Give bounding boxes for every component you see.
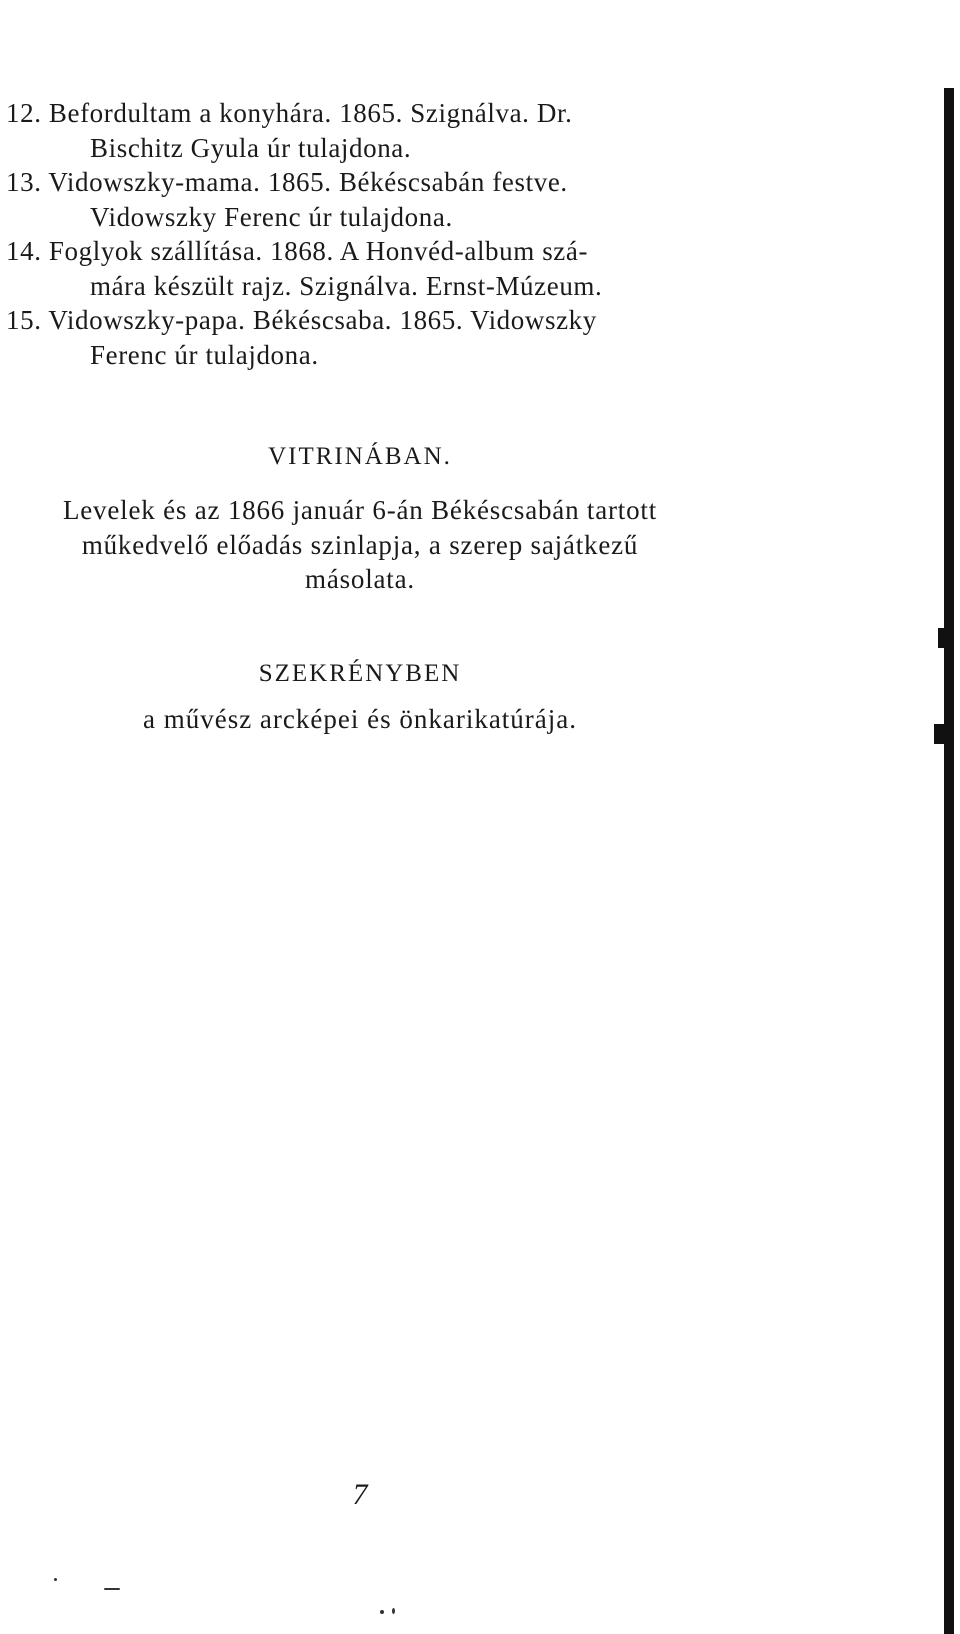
entry-line: 14. Foglyok szállítása. 1868. A Honvéd-album szá- [6, 236, 589, 266]
catalog-list [0, 96, 720, 372]
scan-edge-bar [944, 88, 954, 1634]
scan-speck [54, 1578, 57, 1581]
entry-line: 15. Vidowszky-papa. Békéscsaba. 1865. Vidowszky [6, 305, 597, 335]
entry-line: mára készült rajz. Szignálva. Ernst-Múzeum. [90, 270, 603, 301]
vitrin-description [0, 493, 720, 597]
catalog-entry-13 [0, 165, 720, 234]
catalog-entry-14 [0, 234, 720, 303]
vitrin-heading: VITRINÁBAN. [268, 443, 452, 470]
vitrin-description-line: Levelek és az 1866 január 6-án Békéscsabán tartott [62, 495, 657, 525]
scan-speck [392, 1608, 395, 1614]
entry-line: 13. Vidowszky-mama. 1865. Békéscsabán festve. [6, 167, 568, 197]
catalog-entry-12 [0, 96, 720, 165]
vitrin-description-line: másolata. [305, 564, 415, 594]
entry-line: Ferenc úr tulajdona. [90, 339, 319, 370]
entry-line: Bischitz Gyula úr tulajdona. [90, 132, 412, 163]
page-number: 7 [352, 1478, 368, 1511]
szekreny-description: a művész arcképei és önkarikatúrája. [142, 704, 578, 734]
catalog-entry-15 [0, 303, 720, 372]
scan-speck [104, 1588, 120, 1590]
scan-speck [380, 1610, 384, 1614]
entry-line: 12. Befordultam a konyhára. 1865. Szignálva. Dr. [6, 98, 573, 128]
szekreny-heading: SZEKRÉNYBEN [258, 660, 462, 687]
vitrin-description-line: műkedvelő előadás szinlapja, a szerep sajátkezű [81, 529, 639, 560]
entry-line: Vidowszky Ferenc úr tulajdona. [90, 201, 453, 232]
